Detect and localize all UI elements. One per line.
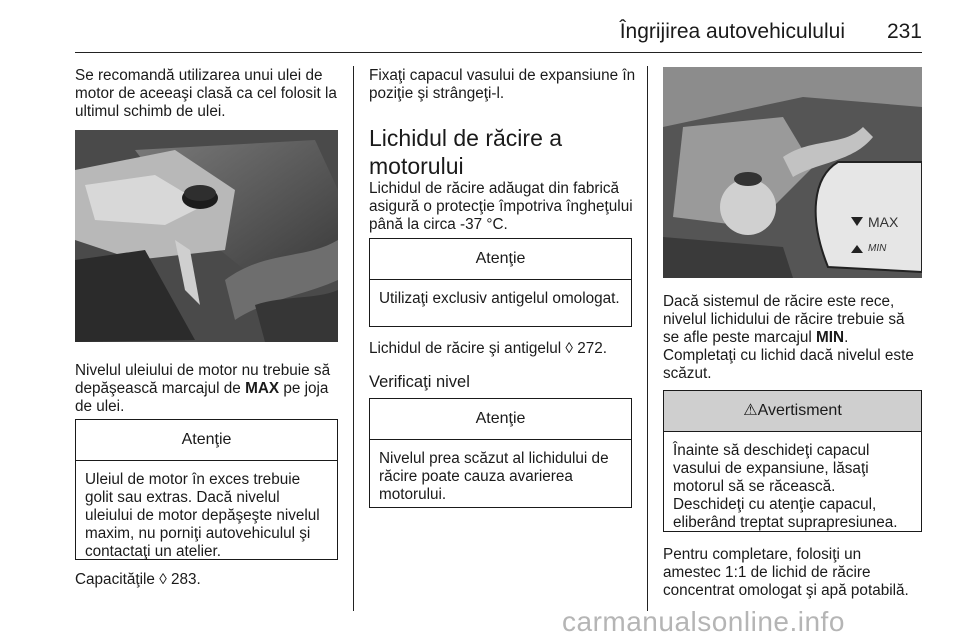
antifreeze-reference xyxy=(369,340,639,358)
top-up-paragraph xyxy=(663,546,922,600)
caution-title: Atenţie xyxy=(370,399,631,440)
oil-recommendation-text: Se recomandă utilizarea unui ulei de motor de aceeaşi clasă ca cel folosit la ultimul schimb de ulei. xyxy=(75,67,337,120)
coolant-level-paragraph xyxy=(663,293,922,383)
coolant-heading: Lichidul de răcire a motorului xyxy=(369,125,563,179)
oil-level-text: Nivelul uleiului de motor nu trebuie să depăşească marcajul de xyxy=(75,362,331,397)
capacities-reference xyxy=(75,571,343,589)
column-divider-1 xyxy=(353,66,354,611)
max-mark-label: MAX xyxy=(245,380,280,397)
mixture-instructions-text: Pentru completare, folosiţi un amestec 1:1 de lichid de răcire concentrat omologat şi apă potabilă. xyxy=(663,546,909,599)
warning-triangle-icon: ⚠ xyxy=(743,402,758,419)
warning-body xyxy=(664,432,921,542)
warning-title-bar xyxy=(664,391,921,432)
header-divider xyxy=(75,52,922,53)
engine-oil-filling-image xyxy=(75,130,338,342)
coolant-reservoir-image xyxy=(663,67,922,278)
coolant-protection-text: Lichidul de răcire adăugat din fabrică asigură o protecţie împotriva îngheţului până la circa -37 °C. xyxy=(369,180,633,233)
capacities-page-link[interactable]: 283. xyxy=(171,571,201,588)
coolant-section xyxy=(369,124,639,180)
min-mark-text: MIN xyxy=(816,329,845,346)
caution-body: Uleiul de motor în exces trebuie golit sau extras. Dacă nivelul uleiului de motor depăşeşte nivelul maxim, nu porniţi autovehiculul şi contactaţi un atelier. xyxy=(85,471,320,560)
max-mark-label: MAX xyxy=(868,214,899,230)
caution-title: Atenţie xyxy=(76,420,337,461)
coolant-level-text: Dacă sistemul de răcire este rece, nivelul lichidului de răcire trebuie să se afle peste marcajul xyxy=(663,293,905,346)
caution-title: Atenţie xyxy=(370,239,631,280)
oil-caution-box xyxy=(75,419,338,560)
column-2 xyxy=(369,67,639,103)
warning-text-1: Înainte să deschideţi capacul vasului de expansiune, lăsaţi motorul să se răcească. xyxy=(673,442,870,495)
antifreeze-caution-box xyxy=(369,238,632,327)
page-number: 231 xyxy=(886,20,922,43)
cap-fixing-text: Fixaţi capacul vasului de expansiune în poziţie şi strângeţi-l. xyxy=(369,67,636,102)
coolant-paragraph xyxy=(369,180,639,234)
check-level-subheading: Verificaţi nivel xyxy=(369,373,470,391)
warning-title: Avertisment xyxy=(757,402,842,419)
arrow-ref-icon: ◊ xyxy=(565,340,573,357)
caution-body: Nivelul prea scăzut al lichidului de răcire poate cauza avarierea motorului. xyxy=(379,450,609,503)
antifreeze-ref-text: Lichidul de răcire şi antigelul xyxy=(369,340,566,357)
antifreeze-page-link[interactable]: 272. xyxy=(577,340,608,357)
warning-box xyxy=(663,390,922,532)
warning-text-2: Deschideţi cu atenţie capacul, eliberând treptat suprapresiunea. xyxy=(673,496,898,531)
coolant-level-period: . xyxy=(844,329,849,346)
low-level-caution-box xyxy=(369,398,632,508)
oil-level-text-end: pe joja de ulei. xyxy=(75,380,329,415)
running-header-title: Îngrijirea autovehiculului xyxy=(619,20,845,43)
column-1 xyxy=(75,67,343,121)
column-divider-2 xyxy=(647,66,648,611)
top-up-text: Completaţi cu lichid dacă nivelul este scăzut. xyxy=(663,347,914,382)
oil-level-paragraph xyxy=(75,362,343,416)
min-mark-label: MIN xyxy=(868,243,887,254)
watermark: carmanualsonline.info xyxy=(562,606,845,637)
capacities-label: Capacităţile xyxy=(75,571,160,588)
caution-body: Utilizaţi exclusiv antigelul omologat. xyxy=(379,290,620,307)
arrow-ref-icon: ◊ xyxy=(159,571,167,588)
